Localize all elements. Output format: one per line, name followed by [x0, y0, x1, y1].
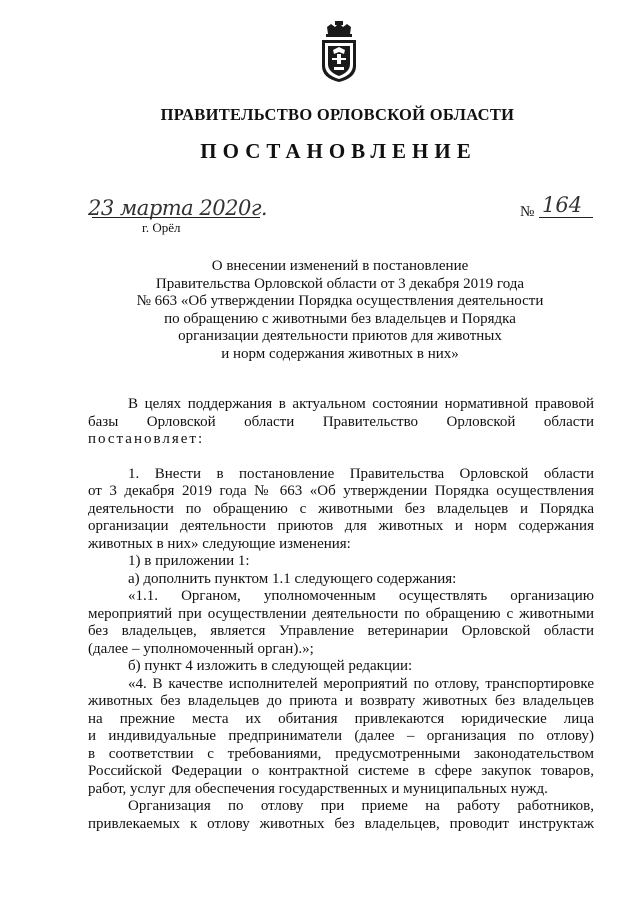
- paragraph-line: б) пункт 4 изложить в следующей редакции:: [128, 658, 413, 674]
- document-type: ПОСТАНОВЛЕНИЕ: [200, 139, 477, 163]
- title-line: по обращению с животными без владельцев и Порядка: [164, 310, 516, 327]
- title-line: О внесении изменений в постановление: [211, 258, 469, 274]
- paragraph-line: мероприятий при осуществлении деятельности по обращению с животными: [88, 605, 594, 622]
- paragraph-line: без владельцев, является Управление ветеринарии Орловской области: [88, 623, 594, 639]
- paragraph-line: на прежние места их обитания привлекаются юридические лица: [88, 710, 594, 727]
- paragraph-line: привлекаемых к отлову животных без владельцев, проводит инструктаж: [88, 815, 594, 832]
- paragraph-line: работ, услуг для обеспечения государственных и муниципальных нужд.: [88, 780, 548, 797]
- paragraph-line: постановляет:: [88, 431, 205, 447]
- paragraph-line: «4. В качестве исполнителей мероприятий по отлову, транспортировке: [128, 675, 594, 692]
- government-name: ПРАВИТЕЛЬСТВО ОРЛОВСКОЙ ОБЛАСТИ: [160, 105, 515, 124]
- paragraph-line: в соответствии с требованиями, предусмотренными законодательством: [88, 745, 594, 762]
- title-line: № 663 «Об утверждении Порядка осуществления деятельности: [136, 293, 544, 309]
- number-sign: №: [520, 204, 535, 220]
- coat-of-arms-icon: [318, 20, 360, 84]
- paragraph-line: (далее – уполномоченный орган).»;: [88, 640, 314, 657]
- paragraph-line: Российской Федерации о контрактной системе в сфере закупок товаров,: [88, 763, 594, 779]
- paragraph-line: животных без владельцев до приюта и возврату животных без владельцев: [88, 693, 594, 709]
- paragraph-line: В целях поддержания в актуальном состоянии нормативной правовой: [128, 396, 594, 412]
- paragraph-line: «1.1. Органом, уполномоченным осуществлять организацию: [128, 588, 594, 604]
- paragraph-line: от 3 декабря 2019 года № 663 «Об утверждении Порядка осуществления: [88, 483, 594, 499]
- date-underline: [92, 217, 260, 218]
- title-line: и норм содержания животных в них»: [221, 345, 459, 362]
- paragraph-line: 1) в приложении 1:: [128, 553, 250, 569]
- handwritten-number: 164: [542, 193, 583, 217]
- paragraph-line: базы Орловской области Правительство Орловской области: [88, 413, 594, 430]
- paragraph-line: и индивидуальные предприниматели (далее – организация по отлову): [88, 728, 594, 744]
- document-title: [120, 258, 560, 363]
- paragraph-line: 1. Внести в постановление Правительства Орловской области: [128, 465, 594, 482]
- document-body: [88, 396, 594, 833]
- handwritten-date: 23 марта 2020г.: [88, 196, 268, 220]
- city-label: г. Орёл: [142, 220, 181, 235]
- paragraph-line: животных в них» следующие изменения:: [88, 535, 351, 552]
- title-line: Правительства Орловской области от 3 декабря 2019 года: [155, 275, 525, 292]
- paragraph-line: деятельности по обращению с животными без владельцев и Порядка: [88, 500, 594, 517]
- number-underline: [539, 217, 593, 218]
- paragraph-line: организации деятельности приютов для животных и норм содержания: [88, 518, 594, 534]
- paragraph-line: Организация по отлову при приеме на работу работников,: [128, 798, 594, 814]
- paragraph-line: а) дополнить пунктом 1.1 следующего содержания:: [128, 570, 457, 587]
- title-line: организации деятельности приютов для животных: [178, 328, 502, 344]
